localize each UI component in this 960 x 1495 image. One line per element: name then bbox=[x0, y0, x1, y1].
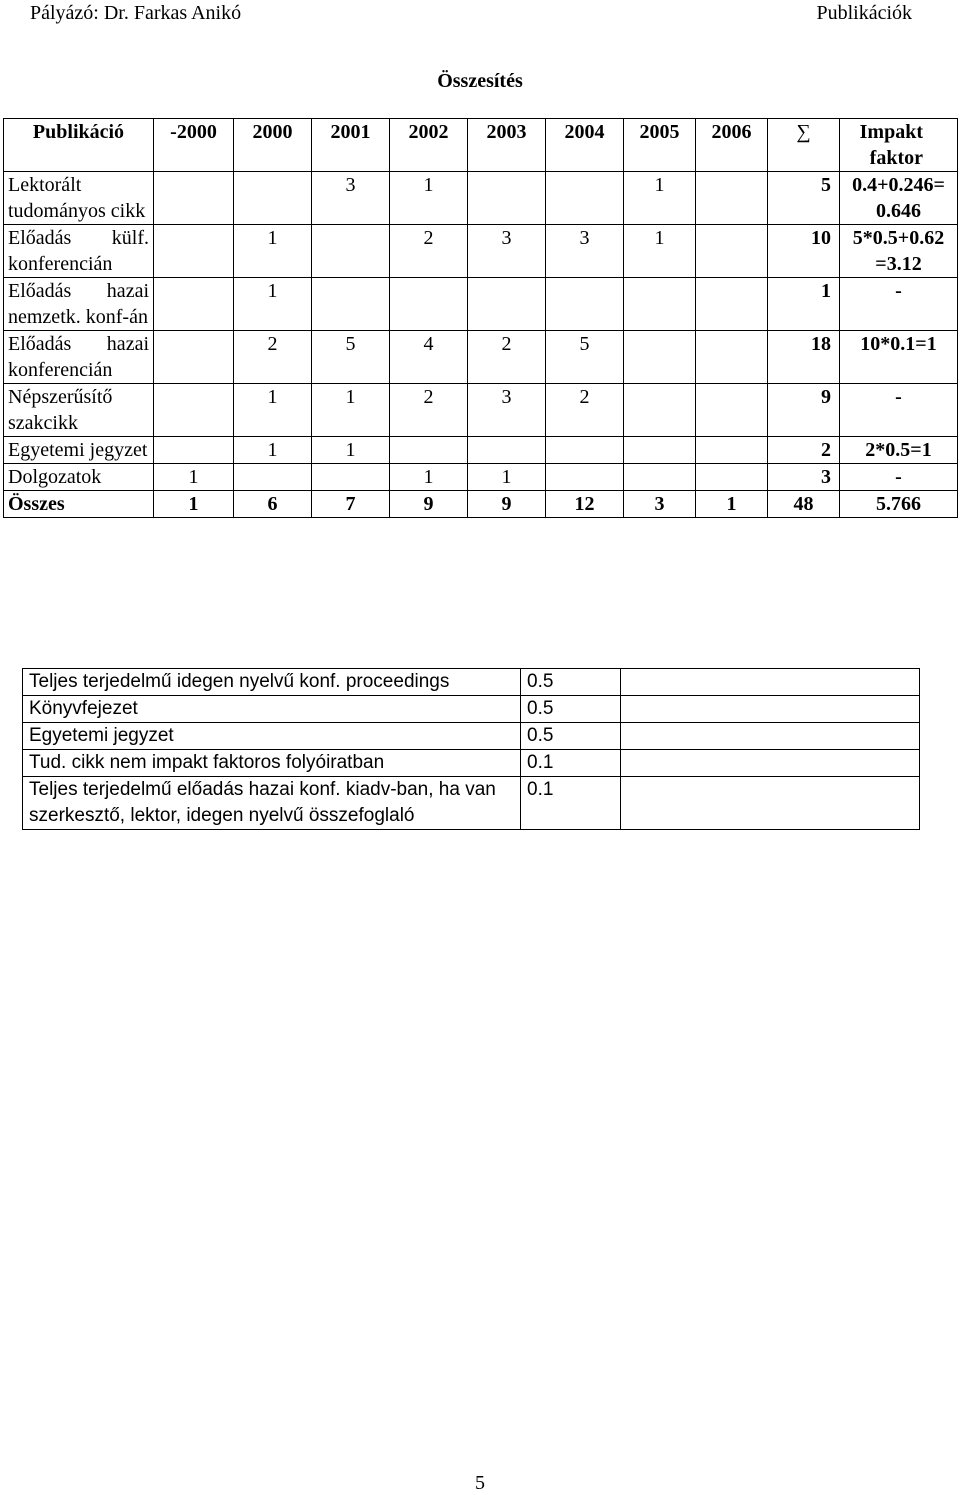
year-cell bbox=[624, 331, 696, 384]
weight-value: 0.1 bbox=[521, 777, 621, 830]
year-cell: 7 bbox=[312, 491, 390, 518]
year-cell bbox=[624, 278, 696, 331]
total-row bbox=[4, 491, 958, 518]
year-cell bbox=[312, 278, 390, 331]
header-cell: 2003 bbox=[468, 119, 546, 172]
year-cell: 3 bbox=[546, 225, 624, 278]
sum-cell: 5 bbox=[768, 172, 840, 225]
sum-cell: 2 bbox=[768, 437, 840, 464]
impact-cell: - bbox=[840, 278, 958, 331]
year-cell bbox=[234, 464, 312, 491]
row-label: Összes bbox=[4, 491, 154, 518]
year-cell: 4 bbox=[390, 331, 468, 384]
header-cell: -2000 bbox=[154, 119, 234, 172]
table-row bbox=[4, 172, 958, 225]
row-label: Dolgozatok bbox=[4, 464, 154, 491]
weight-extra bbox=[621, 750, 920, 777]
year-cell bbox=[696, 437, 768, 464]
header-section: Publikációk bbox=[816, 2, 912, 24]
table-row bbox=[4, 225, 958, 278]
year-cell bbox=[696, 172, 768, 225]
year-cell: 5 bbox=[312, 331, 390, 384]
weight-label: Könyvfejezet bbox=[23, 696, 521, 723]
weight-label: Teljes terjedelmű idegen nyelvű konf. proceedings bbox=[23, 669, 521, 696]
impact-cell: 5.766 bbox=[840, 491, 958, 518]
weight-label: Egyetemi jegyzet bbox=[23, 723, 521, 750]
table-row bbox=[4, 384, 958, 437]
year-cell bbox=[624, 437, 696, 464]
year-cell: 1 bbox=[312, 437, 390, 464]
page-title: Összesítés bbox=[437, 70, 523, 92]
year-cell: 1 bbox=[390, 464, 468, 491]
year-cell bbox=[624, 464, 696, 491]
year-cell bbox=[696, 464, 768, 491]
header-cell: 2002 bbox=[390, 119, 468, 172]
header-row bbox=[4, 119, 958, 172]
year-cell: 6 bbox=[234, 491, 312, 518]
year-cell: 2 bbox=[390, 225, 468, 278]
weight-value: 0.1 bbox=[521, 750, 621, 777]
year-cell: 1 bbox=[234, 384, 312, 437]
impact-cell: - bbox=[840, 464, 958, 491]
year-cell bbox=[468, 437, 546, 464]
weight-label: Tud. cikk nem impakt faktoros folyóiratban bbox=[23, 750, 521, 777]
header-cell: 2001 bbox=[312, 119, 390, 172]
year-cell: 3 bbox=[312, 172, 390, 225]
year-cell: 2 bbox=[546, 384, 624, 437]
year-cell bbox=[154, 172, 234, 225]
row-label: Előadás hazai konferencián bbox=[4, 331, 154, 384]
sum-symbol: ∑ bbox=[768, 119, 840, 172]
sum-cell: 48 bbox=[768, 491, 840, 518]
row-label: Egyetemi jegyzet bbox=[4, 437, 154, 464]
year-cell: 3 bbox=[624, 491, 696, 518]
header-cell: Publikáció bbox=[4, 119, 154, 172]
sum-cell: 10 bbox=[768, 225, 840, 278]
year-cell bbox=[154, 437, 234, 464]
weight-extra bbox=[621, 723, 920, 750]
year-cell: 1 bbox=[624, 225, 696, 278]
sum-cell: 18 bbox=[768, 331, 840, 384]
year-cell: 1 bbox=[234, 225, 312, 278]
year-cell bbox=[546, 278, 624, 331]
weight-value: 0.5 bbox=[521, 696, 621, 723]
year-cell: 1 bbox=[234, 278, 312, 331]
year-cell bbox=[696, 225, 768, 278]
year-cell bbox=[234, 172, 312, 225]
year-cell bbox=[154, 278, 234, 331]
year-cell: 1 bbox=[390, 172, 468, 225]
year-cell: 1 bbox=[234, 437, 312, 464]
year-cell: 2 bbox=[234, 331, 312, 384]
year-cell bbox=[624, 384, 696, 437]
weight-value: 0.5 bbox=[521, 669, 621, 696]
year-cell bbox=[390, 278, 468, 331]
row-label: Előadás külf. konferencián bbox=[4, 225, 154, 278]
header-cell: 2006 bbox=[696, 119, 768, 172]
year-cell bbox=[390, 437, 468, 464]
row-label: Lektorált tudományos cikk bbox=[4, 172, 154, 225]
year-cell: 3 bbox=[468, 225, 546, 278]
sum-cell: 9 bbox=[768, 384, 840, 437]
header-cell: Impakt faktor bbox=[840, 119, 958, 172]
header-cell: 2004 bbox=[546, 119, 624, 172]
row-label: Előadás hazai nemzetk. konf-án bbox=[4, 278, 154, 331]
year-cell: 5 bbox=[546, 331, 624, 384]
impact-cell: 0.4+0.246= 0.646 bbox=[840, 172, 958, 225]
table-row bbox=[4, 278, 958, 331]
year-cell: 9 bbox=[468, 491, 546, 518]
year-cell bbox=[154, 331, 234, 384]
header-applicant: Pályázó: Dr. Farkas Anikó bbox=[30, 2, 242, 24]
year-cell: 12 bbox=[546, 491, 624, 518]
impact-cell: 2*0.5=1 bbox=[840, 437, 958, 464]
year-cell bbox=[696, 278, 768, 331]
year-cell bbox=[546, 172, 624, 225]
impact-cell: 5*0.5+0.62 =3.12 bbox=[840, 225, 958, 278]
year-cell bbox=[696, 384, 768, 437]
page-number: 5 bbox=[475, 1472, 485, 1494]
year-cell: 1 bbox=[154, 464, 234, 491]
year-cell: 1 bbox=[468, 464, 546, 491]
year-cell: 1 bbox=[624, 172, 696, 225]
impact-cell: - bbox=[840, 384, 958, 437]
year-cell bbox=[312, 225, 390, 278]
year-cell bbox=[546, 437, 624, 464]
weight-extra bbox=[621, 696, 920, 723]
year-cell bbox=[468, 172, 546, 225]
year-cell: 1 bbox=[696, 491, 768, 518]
year-cell bbox=[154, 384, 234, 437]
header-cell: 2005 bbox=[624, 119, 696, 172]
impact-cell: 10*0.1=1 bbox=[840, 331, 958, 384]
weight-extra bbox=[621, 777, 920, 830]
year-cell: 1 bbox=[154, 491, 234, 518]
table-row bbox=[23, 777, 920, 830]
year-cell: 9 bbox=[390, 491, 468, 518]
table-row bbox=[4, 437, 958, 464]
row-label: Népszerűsítő szakcikk bbox=[4, 384, 154, 437]
table-row bbox=[23, 696, 920, 723]
year-cell bbox=[154, 225, 234, 278]
weights-table bbox=[22, 668, 920, 830]
table-row bbox=[23, 669, 920, 696]
year-cell bbox=[312, 464, 390, 491]
table-row bbox=[23, 723, 920, 750]
weight-label: Teljes terjedelmű előadás hazai konf. kiadv-ban, ha van szerkesztő, lektor, idegen nyelvű összefoglaló bbox=[23, 777, 521, 830]
weight-value: 0.5 bbox=[521, 723, 621, 750]
sum-cell: 1 bbox=[768, 278, 840, 331]
year-cell bbox=[546, 464, 624, 491]
weight-extra bbox=[621, 669, 920, 696]
table-row bbox=[23, 750, 920, 777]
year-cell: 3 bbox=[468, 384, 546, 437]
year-cell bbox=[468, 278, 546, 331]
summary-table bbox=[3, 118, 958, 518]
year-cell: 2 bbox=[390, 384, 468, 437]
table-row bbox=[4, 464, 958, 491]
year-cell: 1 bbox=[312, 384, 390, 437]
year-cell: 2 bbox=[468, 331, 546, 384]
table-row bbox=[4, 331, 958, 384]
sum-cell: 3 bbox=[768, 464, 840, 491]
year-cell bbox=[696, 331, 768, 384]
header-cell: 2000 bbox=[234, 119, 312, 172]
